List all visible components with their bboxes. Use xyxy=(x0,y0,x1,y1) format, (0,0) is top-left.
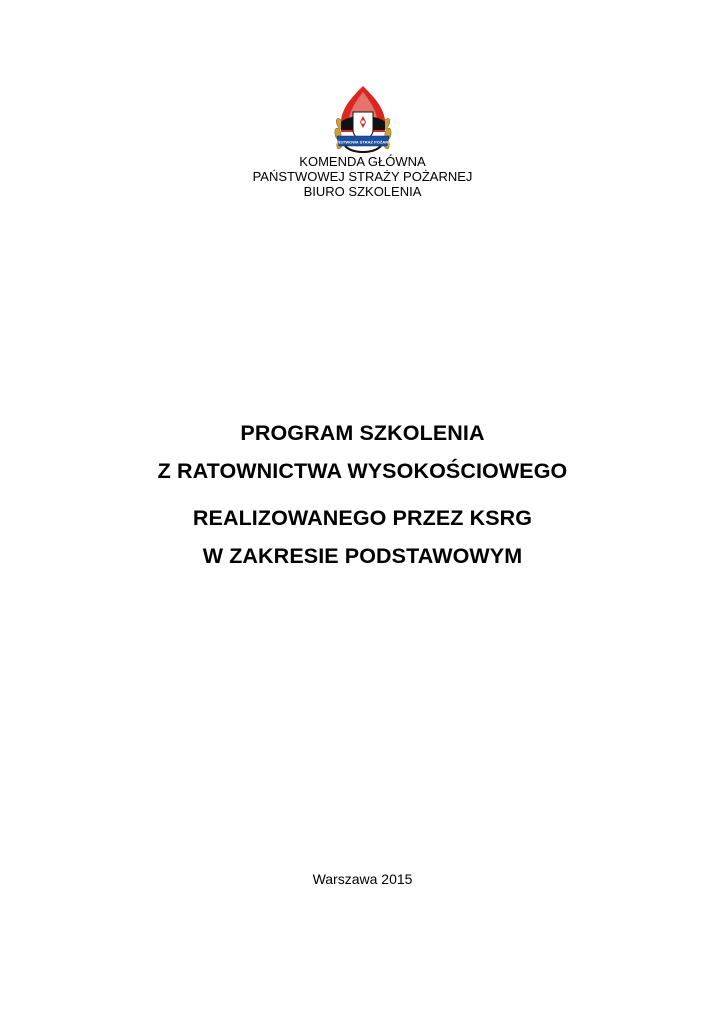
emblem-banner-text: PAŃSTWOWA STRAŻ POŻARNA xyxy=(332,139,394,145)
psp-emblem-icon xyxy=(331,84,395,156)
org-name-line-1: KOMENDA GŁÓWNA xyxy=(299,154,426,169)
title-line-2: Z RATOWNICTWA WYSOKOŚCIOWEGO xyxy=(157,459,568,483)
title-line-3: REALIZOWANEGO PRZEZ KSRG xyxy=(192,506,533,530)
place-and-year: Warszawa 2015 xyxy=(312,871,413,887)
org-unit-line: BIURO SZKOLENIA xyxy=(303,184,422,199)
title-line-1: PROGRAM SZKOLENIA xyxy=(240,421,485,445)
title-line-4: W ZAKRESIE PODSTAWOWYM xyxy=(202,544,523,568)
org-name-line-2: PAŃSTWOWEJ STRAŻY POŻARNEJ xyxy=(252,169,473,184)
